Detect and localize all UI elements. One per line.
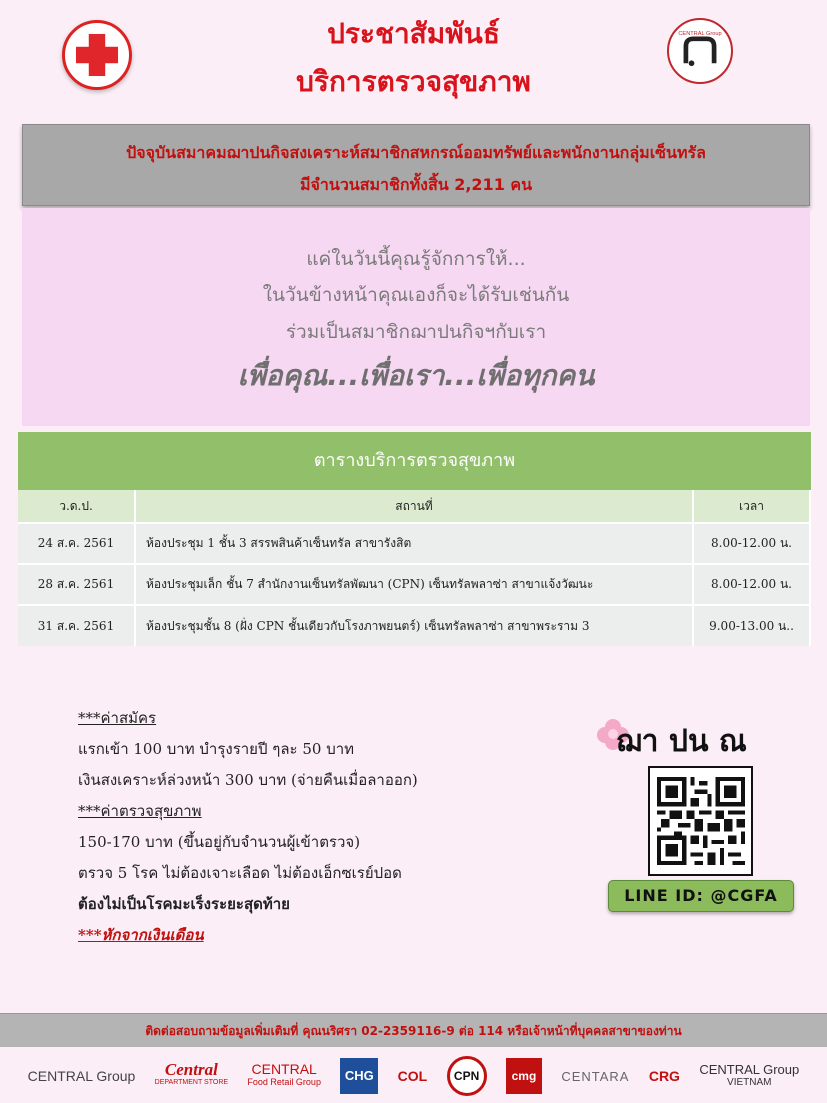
column-header-time: เวลา (693, 490, 810, 523)
promo-line-1: แค่ในวันนี้คุณรู้จักการให้... (306, 248, 526, 270)
banner-line-1: ปัจจุบันสมาคมฌาปนกิจสงเคราะห์สมาชิกสหกรณ์ออมทรัพย์และพนักงานกลุ่มเซ็นทรัล (126, 143, 706, 162)
cell-time: 8.00-12.00 น. (693, 523, 810, 564)
association-logo (667, 18, 733, 84)
cgfa-logo-icon (669, 20, 731, 82)
line-id-badge[interactable]: LINE ID: @CGFA (608, 880, 794, 912)
chg-logo: CHG (340, 1058, 378, 1094)
cell-date: 31 ส.ค. 2561 (18, 605, 135, 646)
check-line-3: ต้องไม่เป็นโรคมะเร็งระยะสุดท้าย (78, 895, 290, 913)
promo-box (22, 208, 810, 426)
promo-slogan: เพื่อคุณ...เพื่อเรา...เพื่อทุกคน (237, 359, 595, 392)
cell-place: ห้องประชุม 1 ชั้น 3 สรรพสินค้าเซ็นทรัล สาขารังสิต (135, 523, 693, 564)
cpn-logo: CPN (447, 1056, 487, 1096)
schedule-table (18, 490, 811, 646)
check-header: ***ค่าตรวจสุขภาพ (78, 802, 202, 820)
check-line-2: ตรวจ 5 โรค ไม่ต้องเจาะเลือด ไม่ต้องเอ็กซเรย์ปอด (78, 864, 402, 882)
contact-bar: ติดต่อสอบถามข้อมูลเพิ่มเติมที่ คุณนริศรา 02-2359116-9 ต่อ 114 หรือเจ้าหน้าที่บุคคลสาขาของท่าน (0, 1013, 827, 1047)
qr-code-icon (657, 775, 745, 867)
promo-line-3: ร่วมเป็นสมาชิกฌาปนกิจฯกับเรา (285, 321, 547, 343)
central-food-retail-logo: CENTRAL Food Retail Group (247, 1061, 321, 1087)
central-department-store-logo: Central DEPARTMENT STORE (154, 1060, 229, 1086)
fee-info (78, 707, 418, 955)
col-logo: COL (397, 1067, 428, 1084)
brand-name: ฌา ปน ณ (616, 724, 747, 759)
partner-logos (0, 1052, 827, 1100)
cell-place: ห้องประชุมเล็ก ชั้น 7 สำนักงานเซ็นทรัลพัฒนา (CPN) เซ็นทรัลพลาซ่า สาขาแจ้งวัฒนะ (135, 564, 693, 605)
centara-logo: CENTARA (561, 1068, 630, 1084)
page-subtitle: บริการตรวจสุขภาพ (296, 65, 531, 98)
fee-line-2: เงินสงเคราะห์ล่วงหน้า 300 บาท (จ่ายคืนเมื่อลาออก) (78, 771, 418, 789)
cell-time: 8.00-12.00 น. (693, 564, 810, 605)
table-row (18, 564, 810, 605)
cmg-logo: cmg (506, 1058, 542, 1094)
check-line-1: 150-170 บาท (ขึ้นอยู่กับจำนวนผู้เข้าตรวจ) (78, 833, 361, 851)
cell-time: 9.00-13.00 น.. (693, 605, 810, 646)
fee-header: ***ค่าสมัคร (78, 709, 157, 727)
line-qr-code[interactable] (648, 766, 753, 876)
cell-date: 24 ส.ค. 2561 (18, 523, 135, 564)
column-header-date: ว.ด.ป. (18, 490, 135, 523)
cell-date: 28 ส.ค. 2561 (18, 564, 135, 605)
promo-line-2: ในวันข้างหน้าคุณเองก็จะได้รับเช่นกัน (262, 284, 570, 306)
central-group-logo: CENTRAL Group (27, 1067, 136, 1084)
deduct-note: ***หักจากเงินเดือน (78, 926, 204, 944)
svg-text:CENTRAL Group: CENTRAL Group (678, 31, 722, 38)
banner-line-2: มีจำนวนสมาชิกทั้งสิ้น 2,211 คน (299, 175, 533, 194)
member-count-banner (22, 124, 810, 206)
schedule-title: ตารางบริการตรวจสุขภาพ (18, 432, 811, 490)
table-row (18, 605, 810, 646)
table-row (18, 523, 810, 564)
page-title: ประชาสัมพันธ์ (327, 17, 500, 50)
central-group-vietnam-logo: CENTRAL Group VIETNAM (699, 1062, 800, 1088)
column-header-place: สถานที่ (135, 490, 693, 523)
crg-logo: CRG (648, 1067, 680, 1084)
schedule-table-section (18, 432, 811, 646)
cell-place: ห้องประชุมชั้น 8 (ฝั่ง CPN ชั้นเดียวกับโรงภาพยนตร์) เซ็นทรัลพลาซ่า สาขาพระราม 3 (135, 605, 693, 646)
fee-line-1: แรกเข้า 100 บาท บำรุงรายปี ๆละ 50 บาท (78, 740, 355, 758)
